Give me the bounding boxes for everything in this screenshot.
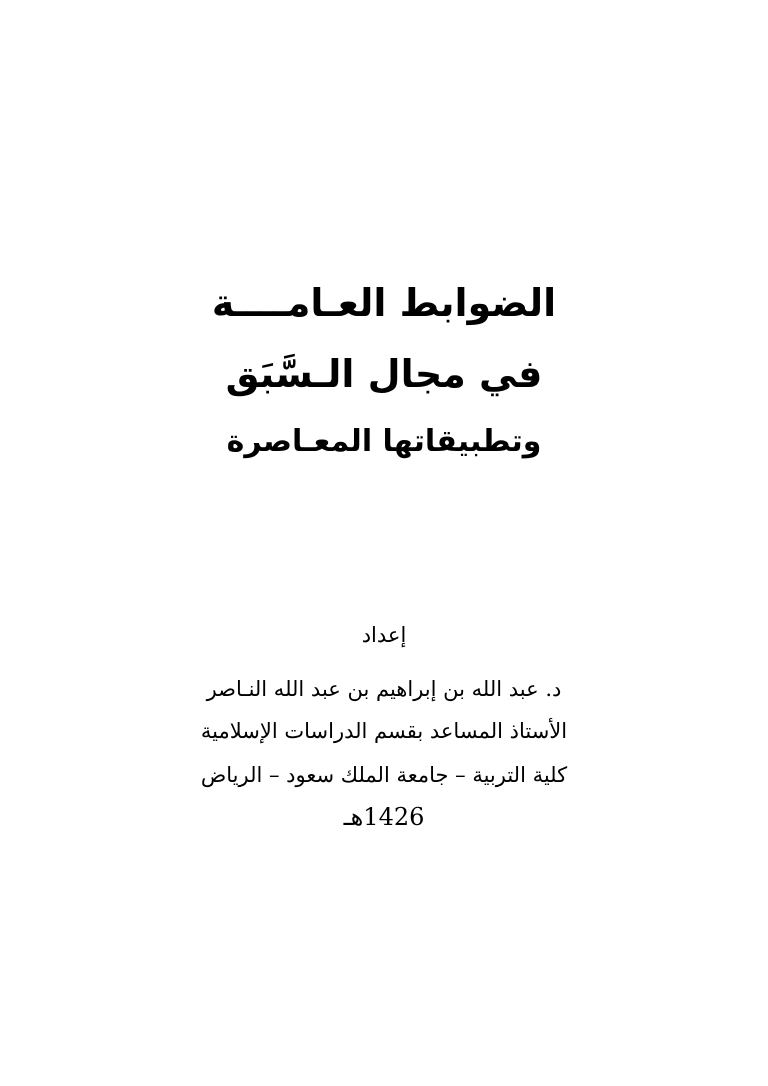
prepared-by-label: إعداد	[361, 623, 407, 647]
publication-year: 1426هـ	[343, 803, 425, 831]
author-position: الأستاذ المساعد بقسم الدراسات الإسلامية	[200, 719, 568, 743]
title-line-1: الضوابط العـامــــة	[211, 281, 557, 325]
title-line-2: في مجال الـسَّبَق	[225, 352, 543, 396]
author-name: د. عبد الله بن إبراهيم بن عبد الله النـاصر	[206, 677, 562, 701]
title-line-3: وتطبيقاتها المعـاصرة	[226, 424, 542, 459]
author-affiliation: كلية التربية – جامعة الملك سعود – الرياض	[200, 763, 568, 787]
